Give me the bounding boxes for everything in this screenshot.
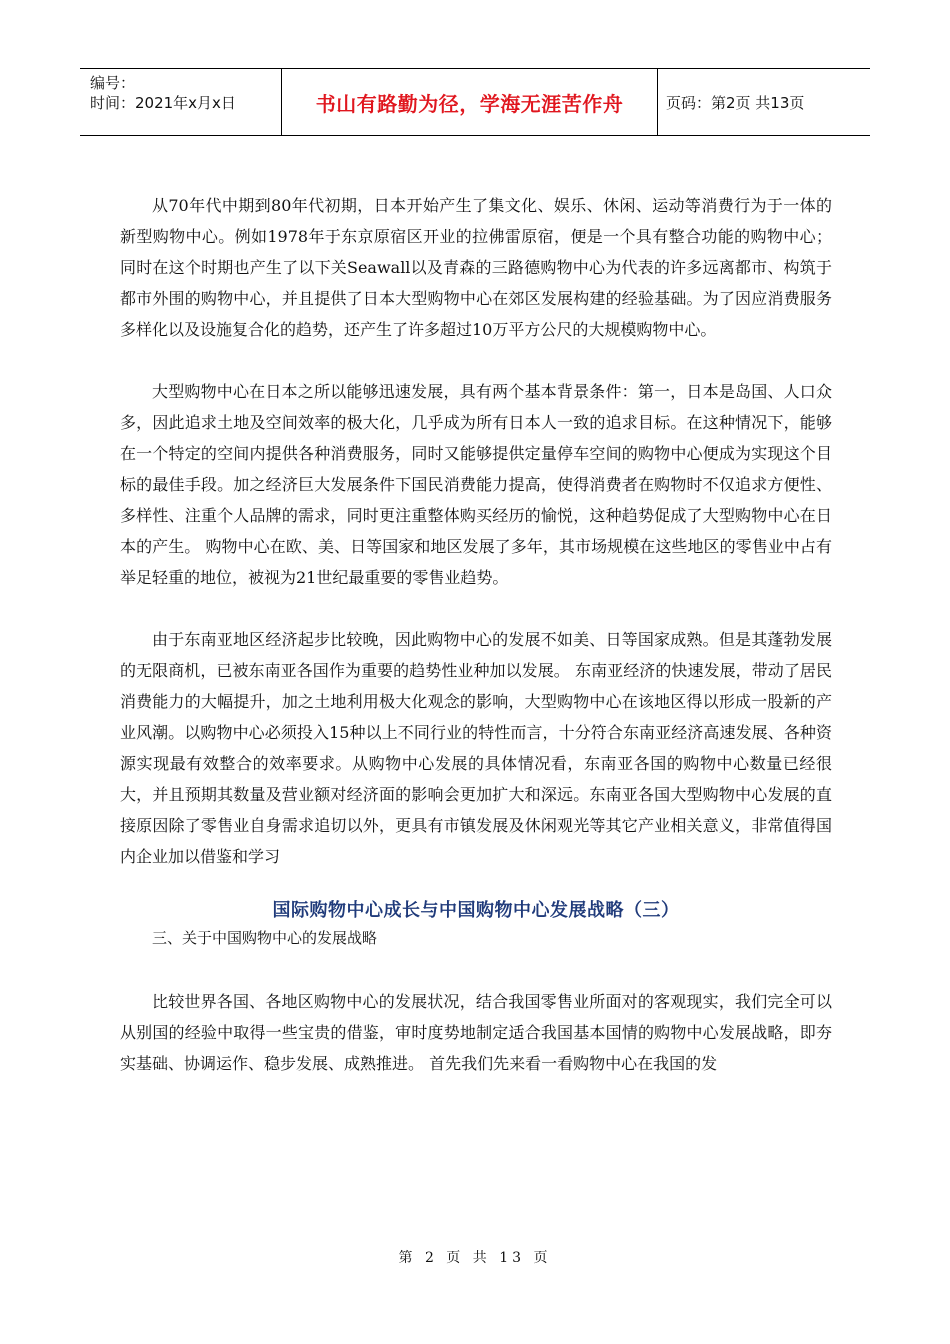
paragraph-southeast-asia: 由于东南亚地区经济起步比较晚，因此购物中心的发展不如美、日等国家成熟。但是其蓬勃发展的无限商机，已被东南亚各国作为重要的趋势性业种加以发展。 东南亚经济的快速发展，带动了居民消费能力的大幅提升，加之土地利用极大化观念的影响，大型购物中心在该地区得以形成一股新的产业风潮。以购物中心必须投入15种以上不同行业的特性而言，十分符合东南亚经济高速发展、各种资源实现最有效整合的效率要求。从购物中心发展的具体情况看，东南亚各国的购物中心数量已经很大，并且预期其数量及营业额对经济面的影响会更加扩大和深远。东南亚各国大型购物中心发展的直接原因除了零售业自身需求追切以外，更具有市镇发展及休闲观光等其它产业相关意义，非常值得国内企业加以借鉴和学习 bbox=[120, 630, 832, 866]
paragraph-strategy: 比较世界各国、各地区购物中心的发展状况，结合我国零售业所面对的客观现实，我们完全可以从别国的经验中取得一些宝贵的借鉴，审时度势地制定适合我国基本国情的购物中心发展战略，即夯实基础、协调运作、稳步发展、成熟推进。 首先我们先来看一看购物中心在我国的发 bbox=[120, 992, 832, 1073]
paragraph-japan-history: 从70年代中期到80年代初期，日本开始产生了集文化、娱乐、休闲、运动等消费行为于一体的新型购物中心。例如1978年于东京原宿区开业的拉佛雷原宿，便是一个具有整合功能的购物中心；同时在这个时期也产生了以下关Seawall以及青森的三路德购物中心为代表的许多远离都市、构筑于都市外围的购物中心，并且提供了日本大型购物中心在郊区发展构建的经验基础。为了因应消费服务多样化以及设施复合化的趋势，还产生了许多超过10万平方公尺的大规模购物中心。 bbox=[120, 196, 832, 339]
header-meta bbox=[80, 69, 282, 135]
paragraph-japan-conditions: 大型购物中心在日本之所以能够迅速发展，具有两个基本背景条件：第一，日本是岛国、人口众多，因此追求土地及空间效率的极大化，几乎成为所有日本人一致的追求目标。在这种情况下，能够在一个特定的空间内提供各种消费服务，同时又能够提供定量停车空间的购物中心便成为实现这个目标的最佳手段。加之经济巨大发展条件下国民消费能力提高，使得消费者在购物时不仅追求方便性、多样性、注重个人品牌的需求，同时更注重整体购买经历的愉悦，这种趋势促成了大型购物中心在日本的产生。 购物中心在欧、美、日等国家和地区发展了多年，其市场规模在这些地区的零售业中占有举足轻重的地位，被视为21世纪最重要的零售业趋势。 bbox=[120, 382, 832, 587]
header-page-info: 页码：第2页 共13页 bbox=[666, 93, 805, 112]
page-footer: 第 2 页 共 13 页 bbox=[398, 1250, 552, 1266]
document-time-label: 时间：2021年x月x日 bbox=[90, 94, 236, 112]
document-body bbox=[120, 190, 832, 1079]
section-subtitle: 三、关于中国购物中心的发展战略 bbox=[152, 929, 378, 947]
header-motto: 书山有路勤为径，学海无涯苦作舟 bbox=[315, 91, 624, 116]
document-number-label: 编号： bbox=[90, 74, 136, 92]
header-motto-cell bbox=[282, 69, 658, 135]
document-header bbox=[80, 68, 870, 136]
section-title: 国际购物中心成长与中国购物中心发展战略（三） bbox=[272, 900, 680, 921]
